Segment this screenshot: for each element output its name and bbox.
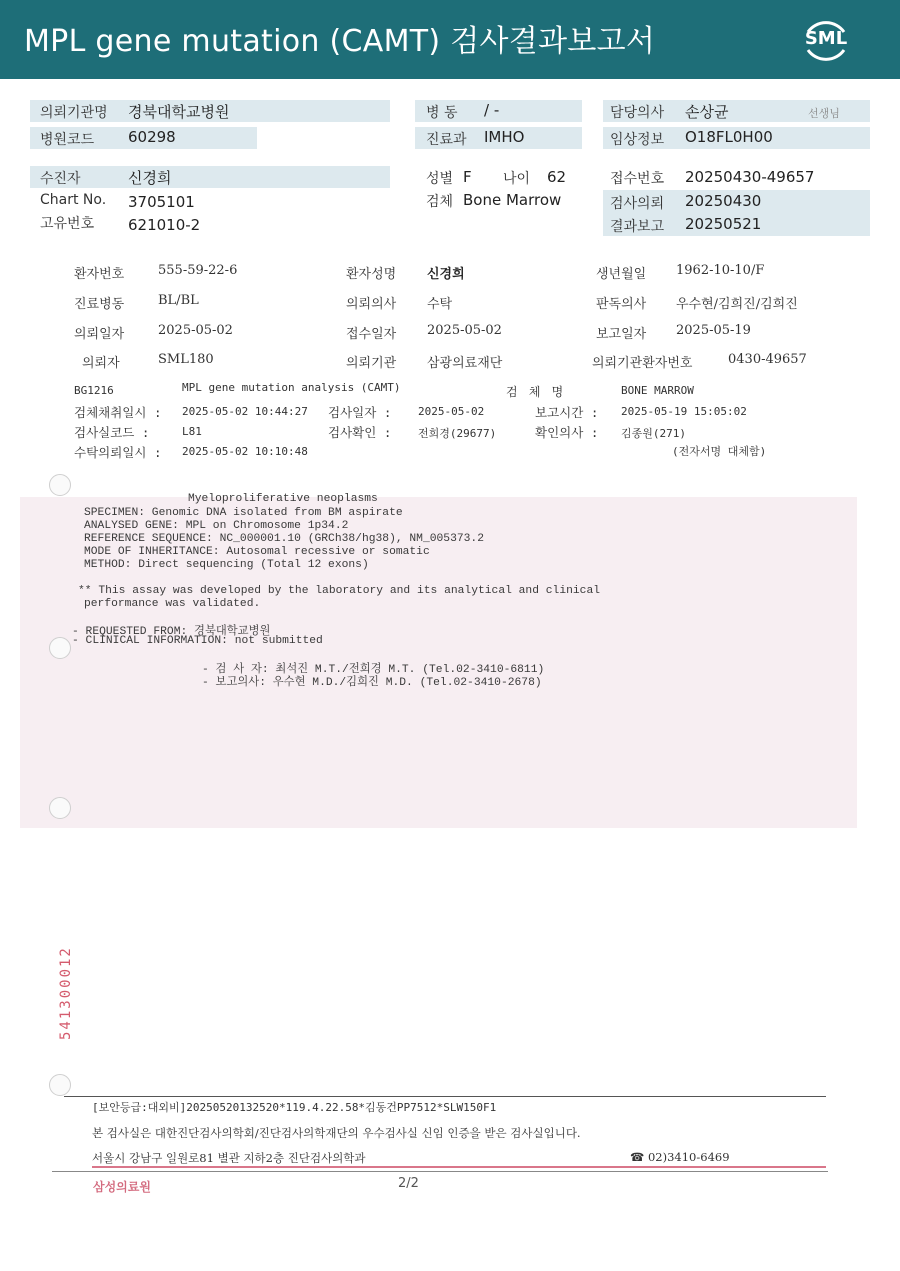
sex-value: F xyxy=(463,168,472,186)
table-cell: SML180 xyxy=(158,352,214,367)
certification-text: 본 검사실은 대한진단검사의학회/진단검사의학재단의 우수검사실 신임 인증을 받은 검사실입니다. xyxy=(92,1126,581,1140)
scan-line: - 검 사 자: 최석진 M.T./전희경 M.T. (Tel.02-3410-6811) xyxy=(202,664,545,676)
test-date-label: 검사일자 : xyxy=(328,405,392,420)
report-title: MPL gene mutation (CAMT) 검사결과보고서 xyxy=(24,24,656,59)
specimen-name-value: BONE MARROW xyxy=(621,384,694,397)
table-cell: 2025-05-19 xyxy=(676,323,751,338)
side-barcode-number: 541300012 xyxy=(58,946,74,1040)
binder-hole xyxy=(49,474,71,496)
institution-value: 경북대학교병원 xyxy=(128,103,230,121)
signature-note: (전자서명 대체함) xyxy=(672,445,767,458)
table-cell: 진료병동 xyxy=(74,297,125,312)
unique-label: 고유번호 xyxy=(40,216,95,232)
age-label: 나이 xyxy=(503,171,531,187)
table-cell: 1962-10-10/F xyxy=(676,263,765,278)
scan-line: ANALYSED GENE: MPL on Chromosome 1p34.2 xyxy=(84,520,349,532)
scan-line: SPECIMEN: Genomic DNA isolated from BM aspirate xyxy=(84,507,403,519)
consign-label: 수탁의뢰일시 : xyxy=(74,445,162,460)
doctor-suffix: 선생님 xyxy=(808,107,840,120)
scan-line: - 보고의사: 우수현 M.D./김희진 M.D. (Tel.02-3410-2678) xyxy=(202,677,542,689)
chart-label: Chart No. xyxy=(40,192,107,208)
table-cell: 보고일자 xyxy=(596,327,647,342)
lab-address: 서울시 강남구 일원로81 별관 지하2층 진단검사의학과 xyxy=(92,1151,366,1165)
specimen-name-label: 검 체 명 xyxy=(506,385,566,399)
hospital-name: 삼성의료원 xyxy=(93,1180,151,1194)
report-time-value: 2025-05-19 15:05:02 xyxy=(621,405,747,418)
consign-value: 2025-05-02 10:10:48 xyxy=(182,445,308,458)
clinical-label: 임상정보 xyxy=(610,132,665,148)
scan-line: - REQUESTED FROM: 경북대학교병원 xyxy=(72,626,271,638)
dept-value: IMHO xyxy=(484,128,525,146)
hospital-code-value: 60298 xyxy=(128,128,176,146)
report-time-label: 보고시간 : xyxy=(535,405,599,420)
report-value: 20250521 xyxy=(685,215,762,233)
sml-logo xyxy=(798,12,854,68)
collect-label: 검체채취일시 : xyxy=(74,405,162,420)
table-cell: BL/BL xyxy=(158,293,199,308)
table-cell: 0430-49657 xyxy=(728,352,807,367)
doctor-label: 담당의사 xyxy=(610,105,665,121)
patient-box xyxy=(30,166,390,188)
table-cell: 555-59-22-6 xyxy=(158,263,238,278)
patient-value: 신경희 xyxy=(128,169,172,187)
binder-hole xyxy=(49,637,71,659)
scan-line: METHOD: Direct sequencing (Total 12 exons) xyxy=(84,559,369,571)
specimen-value: Bone Marrow xyxy=(463,191,562,209)
hospital-code-label: 병원코드 xyxy=(40,132,95,148)
lab-code-label: 검사실코드 : xyxy=(74,425,150,440)
scan-line: ** This assay was developed by the laboratory and its analytical and clinical xyxy=(78,585,601,597)
confirm-label: 검사확인 : xyxy=(328,425,392,440)
table-cell: 환자성명 xyxy=(346,267,397,282)
confirm-doctor-label: 확인의사 : xyxy=(535,425,599,440)
scan-line: performance was validated. xyxy=(84,598,261,610)
lab-code-value: L81 xyxy=(182,425,202,438)
sex-label: 성별 xyxy=(426,171,454,187)
collect-value: 2025-05-02 10:44:27 xyxy=(182,405,308,418)
request-value: 20250430 xyxy=(685,192,762,210)
age-value: 62 xyxy=(547,168,567,186)
doctor-value: 손상균 xyxy=(685,103,729,121)
report-header xyxy=(0,0,900,79)
table-cell: 접수일자 xyxy=(346,327,397,342)
table-cell: 환자번호 xyxy=(74,267,125,282)
binder-hole xyxy=(49,797,71,819)
patient-label: 수진자 xyxy=(40,171,81,187)
binder-hole xyxy=(49,1074,71,1096)
ward-value: / - xyxy=(484,101,500,119)
table-cell: 신경희 xyxy=(427,267,465,282)
table-cell: 의뢰기관환자번호 xyxy=(592,356,693,371)
ward-label: 병 동 xyxy=(426,105,458,121)
receipt-value: 20250430-49657 xyxy=(685,168,815,186)
table-cell: 삼광의료재단 xyxy=(427,356,503,371)
table-cell: 수탁 xyxy=(427,297,453,312)
confirm-value: 전희경(29677) xyxy=(418,427,497,440)
table-cell: 생년월일 xyxy=(596,267,647,282)
logo-text: SML xyxy=(804,28,848,49)
institution-label: 의뢰기관명 xyxy=(40,105,108,121)
report-label: 결과보고 xyxy=(610,219,665,235)
table-cell: 우수현/김희진/김희진 xyxy=(676,297,798,312)
clinical-value: O18FL0H00 xyxy=(685,128,773,146)
lab-phone: ☎ 02)3410-6469 xyxy=(630,1150,730,1164)
footer-rule-2 xyxy=(52,1171,828,1172)
footer-rule xyxy=(64,1096,826,1097)
test-name: MPL gene mutation analysis (CAMT) xyxy=(182,381,401,394)
security-line: [보안등급:대외비]20250520132520*119.4.22.58*김동건PP7512*SLW150F1 xyxy=(92,1101,497,1114)
footer-pink-rule xyxy=(92,1166,826,1168)
unique-value: 621010-2 xyxy=(128,216,201,234)
confirm-doctor-value: 김종원(271) xyxy=(621,427,686,440)
request-label: 검사의뢰 xyxy=(610,196,665,212)
test-code: BG1216 xyxy=(74,384,114,397)
table-cell: 의뢰기관 xyxy=(346,356,397,371)
dept-label: 진료과 xyxy=(426,132,467,148)
table-cell: 의뢰자 xyxy=(82,356,120,371)
receipt-label: 접수번호 xyxy=(610,171,665,187)
table-cell: 판독의사 xyxy=(596,297,647,312)
scan-line: MODE OF INHERITANCE: Autosomal recessive or somatic xyxy=(84,546,430,558)
table-cell: 2025-05-02 xyxy=(158,323,233,338)
page-number: 2/2 xyxy=(398,1176,419,1191)
table-cell: 2025-05-02 xyxy=(427,323,502,338)
scan-line: - CLINICAL INFORMATION: not submitted xyxy=(72,635,323,647)
table-cell: 의뢰일자 xyxy=(74,327,125,342)
chart-value: 3705101 xyxy=(128,193,195,211)
table-cell: 의뢰의사 xyxy=(346,297,397,312)
test-date-value: 2025-05-02 xyxy=(418,405,485,418)
specimen-label: 검체 xyxy=(426,194,454,210)
scan-line: REFERENCE SEQUENCE: NC_000001.10 (GRCh38/hg38), NM_005373.2 xyxy=(84,533,484,545)
scan-line: Myeloproliferative neoplasms xyxy=(188,493,378,505)
